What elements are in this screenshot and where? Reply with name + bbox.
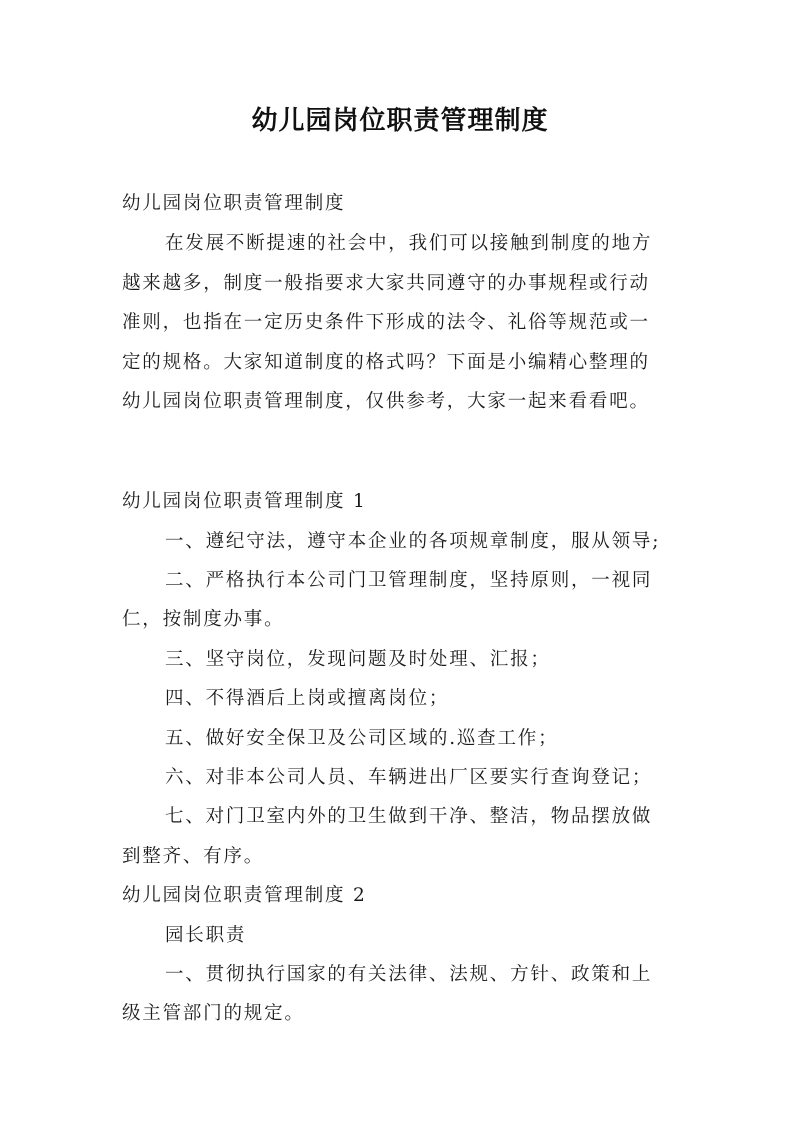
paragraph-line: 幼儿园岗位职责管理制度，仅供参考，大家一起来看看吧。 <box>122 391 650 412</box>
paragraph-line: 定的规格。大家知道制度的格式吗？下面是小编精心整理的 <box>122 352 650 373</box>
subsection-heading: 园长职责 <box>165 925 247 946</box>
list-item: 六、对非本公司人员、车辆进出厂区要实行查询登记； <box>165 767 653 788</box>
section-heading-intro: 幼儿园岗位职责管理制度 <box>122 193 346 214</box>
list-item: 一、遵纪守法，遵守本企业的各项规章制度，服从领导; <box>165 531 661 552</box>
paragraph-line: 准则，也指在一定历史条件下形成的法令、礼俗等规范或一 <box>122 312 650 333</box>
list-item-continuation: 到整齐、有序。 <box>122 846 265 867</box>
list-item: 五、做好安全保卫及公司区域的.巡查工作； <box>165 728 559 749</box>
list-item-continuation: 仁，按制度办事。 <box>122 609 285 630</box>
paragraph-line: 越来越多，制度一般指要求大家共同遵守的办事规程或行动 <box>122 273 650 294</box>
section-heading-1: 幼儿园岗位职责管理制度 1 <box>122 491 367 512</box>
list-item-continuation: 级主管部门的规定。 <box>122 1003 305 1024</box>
section-heading-2: 幼儿园岗位职责管理制度 2 <box>122 885 367 906</box>
list-item: 七、对门卫室内外的卫生做到干净、整洁，物品摆放做 <box>165 806 653 827</box>
paragraph-line: 在发展不断提速的社会中，我们可以接触到制度的地方 <box>165 233 653 254</box>
list-item: 三、坚守岗位，发现问题及时处理、汇报； <box>165 649 551 670</box>
list-item: 一、贯彻执行国家的有关法律、法规、方针、政策和上 <box>165 964 653 985</box>
list-item: 四、不得酒后上岗或擅离岗位； <box>165 688 450 709</box>
list-item: 二、严格执行本公司门卫管理制度，坚持原则，一视同 <box>165 570 653 591</box>
document-title: 幼儿园岗位职责管理制度 <box>251 106 549 136</box>
